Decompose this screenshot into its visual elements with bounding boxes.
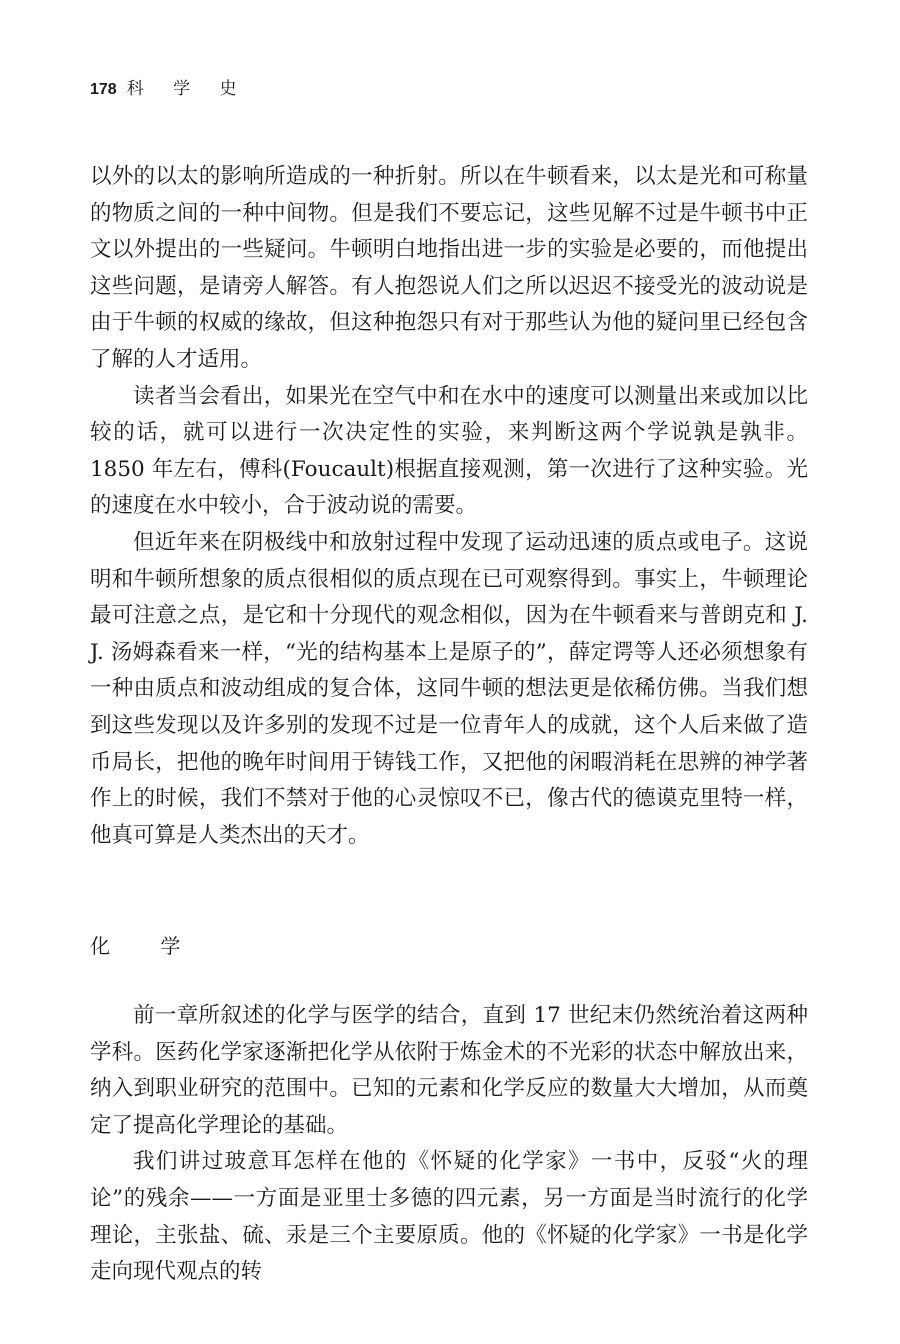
section-text-optics	[90, 159, 808, 854]
running-title: 科 学 史	[126, 79, 249, 99]
paragraph-iatrochemistry: 前一章所叙述的化学与医学的结合，直到 17 世纪末仍然统治着这两种学科。医药化学家逐渐把化学从依附于炼金术的不光彩的状态中解放出来，纳入到职业研究的范围中。已知的元素和化学反应的数量大大增加，从而奠定了提高化学理论的基础。	[90, 1003, 808, 1138]
paragraph-continuation: 以外的以太的影响所造成的一种折射。所以在牛顿看来，以太是光和可称量的物质之间的一种中间物。但是我们不要忘记，这些见解不过是牛顿书中正文以外提出的一些疑问。牛顿明白地指出进一步的实验是必要的，而他提出这些问题，是请旁人解答。有人抱怨说人们之所以迟迟不接受光的波动说是由于牛顿的权威的缘故，但这种抱怨只有对于那些认为他的疑问里已经包含了解的人才适用。	[90, 164, 808, 372]
paragraph-electrons: 但近年来在阴极线中和放射过程中发现了运动迅速的质点或电子。这说明和牛顿所想象的质点很相似的质点现在已可观察得到。事实上，牛顿理论最可注意之点，是它和十分现代的观念相似，因为在牛顿看来与普朗克和 J. J. 汤姆森看来一样，“光的结构基本上是原子的”，薛定谔等人还必须想象有一种由质点和波动组成的复合体，这同牛顿的想法更是依稀仿佛。当我们想到这些发现以及许多别的发现不过是一位青年人的成就，这个人后来做了造币局长，把他的晚年时间用于铸钱工作，又把他的闲暇消耗在思辨的神学著作上的时候，我们不禁对于他的心灵惊叹不已，像古代的德谟克里特一样，他真可算是人类杰出的天才。	[90, 529, 808, 848]
paragraph-speed-of-light: 读者当会看出，如果光在空气中和在水中的速度可以测量出来或加以比较的话，就可以进行一次决定性的实验，来判断这两个学说孰是孰非。1850 年左右，傅科(Foucault)根据直接观测，第一次进行了这种实验。光的速度在水中较小，合于波动说的需要。	[90, 383, 808, 519]
paragraph-boyle: 我们讲过玻意耳怎样在他的《怀疑的化学家》一书中，反驳“火的理论”的残余——一方面是亚里士多德的四元素，另一方面是当时流行的化学理论，主张盐、硫、汞是三个主要原质。他的《怀疑的化学家》一书是化学走向现代观点的转	[90, 1149, 808, 1285]
section-heading-chemistry: 化 学	[90, 934, 203, 958]
running-head	[90, 74, 249, 99]
section-text-chemistry	[90, 998, 808, 1291]
page-number: 178	[90, 81, 117, 98]
